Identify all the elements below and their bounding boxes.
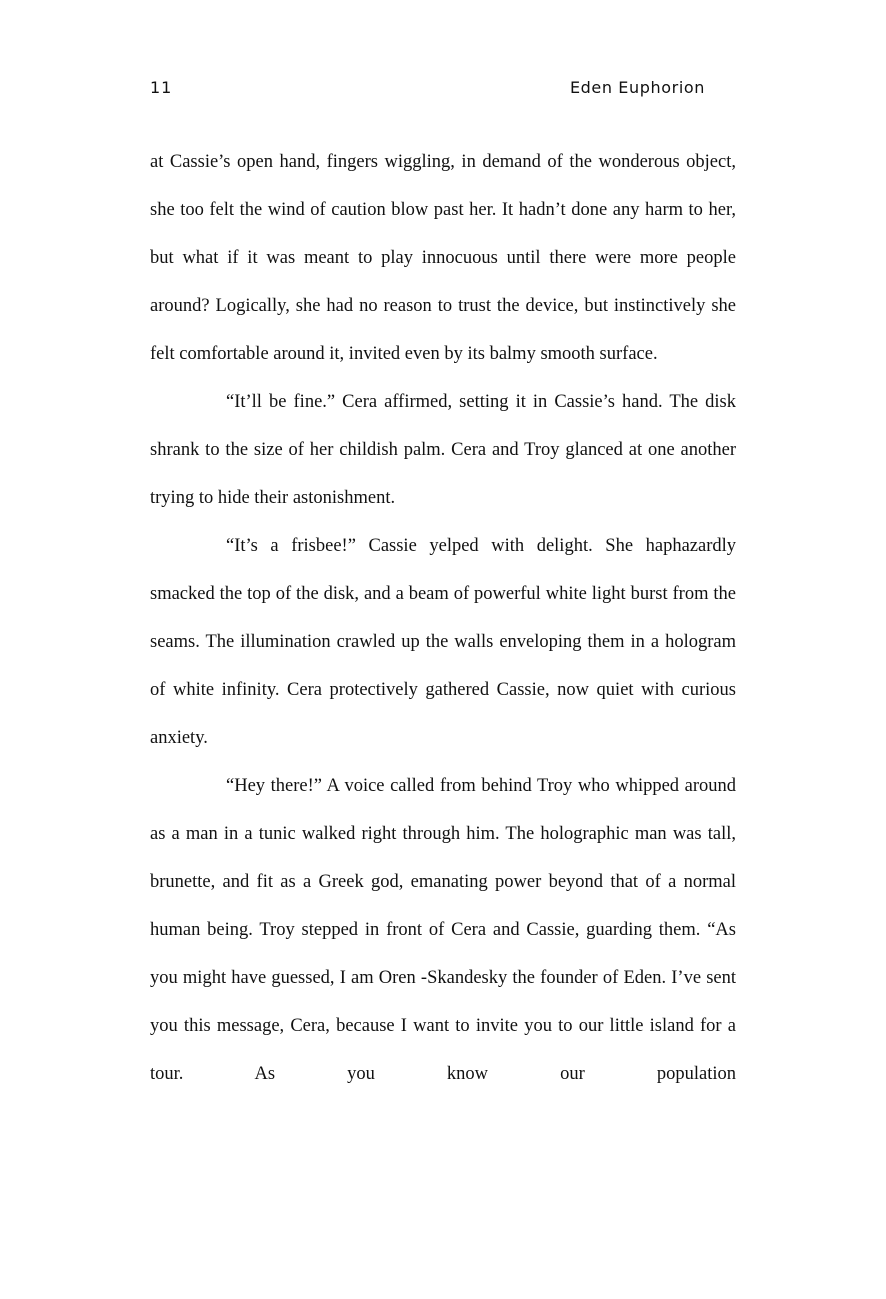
- paragraph-2: “It’ll be fine.” Cera affirmed, setting it in Cassie’s hand. The disk shrank to the size of her childish palm. Cera and Troy glanced at one another trying to hide their astonishment.: [150, 392, 736, 508]
- running-title: Eden Euphorion: [569, 78, 705, 97]
- paragraph-1: at Cassie’s open hand, fingers wiggling, in demand of the wonderous object, she too felt the wind of caution blow past her. It hadn’t done any harm to her, but what if it was meant to play innocuous until there were more people around? Logically, she had no reason to trust the device, but instinctively she felt comfortable around it, invited even by its balmy smooth surface.: [150, 152, 736, 364]
- body-text: [150, 138, 736, 1098]
- paragraph-4: “Hey there!” A voice called from behind Troy who whipped around as a man in a tunic walked right through him. The holographic man was tall, brunette, and fit as a Greek god, emanating power beyond that of a normal human being. Troy stepped in front of Cera and Cassie, guarding them. “As you might have guessed, I am Oren -Skandesky the founder of Eden. I’ve sent you this message, Cera, because I want to invite you to our little island for a tour. As you know our population: [150, 776, 736, 1084]
- page-header: [150, 78, 705, 102]
- page-number: 11: [150, 78, 173, 97]
- paragraph-3: “It’s a frisbee!” Cassie yelped with delight. She haphazardly smacked the top of the disk, and a beam of powerful white light burst from the seams. The illumination crawled up the walls enveloping them in a hologram of white infinity. Cera protectively gathered Cassie, now quiet with curious anxiety.: [150, 536, 736, 748]
